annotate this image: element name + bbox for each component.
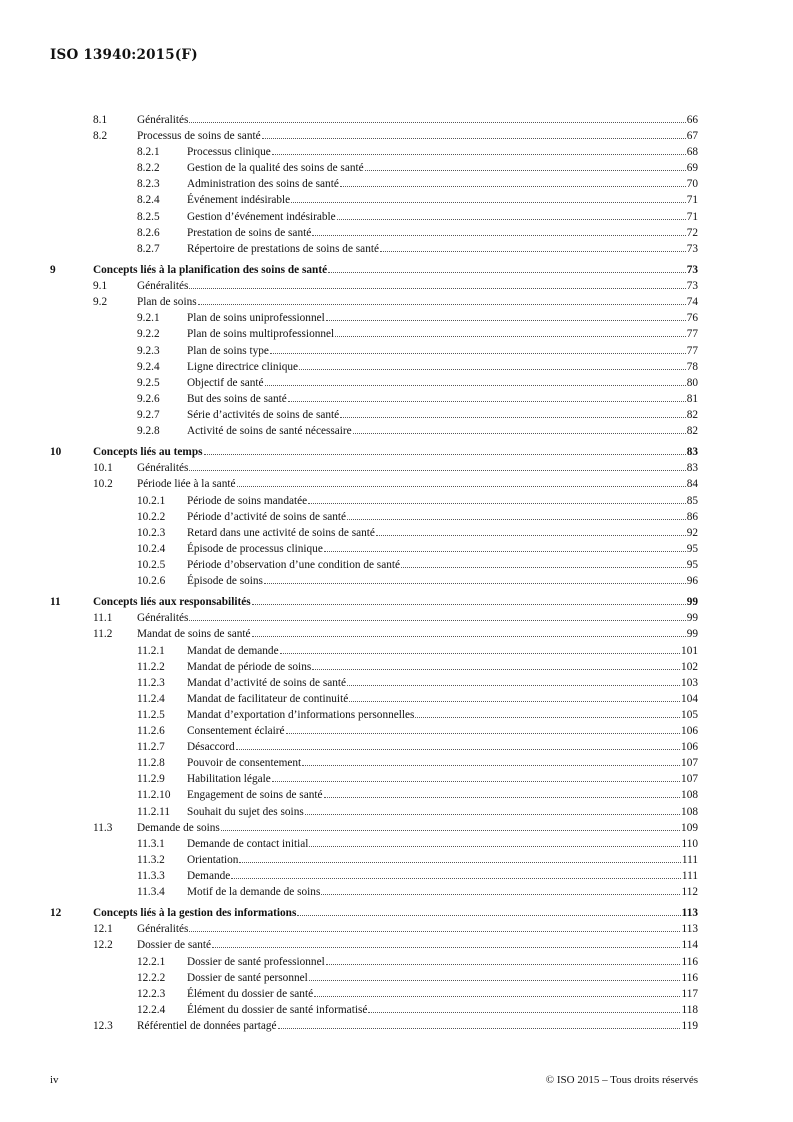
toc-entry[interactable] <box>50 343 698 359</box>
toc-entry[interactable] <box>50 573 698 589</box>
toc-dot-leader <box>280 652 680 654</box>
toc-entry-page: 99 <box>686 628 698 641</box>
toc-entry-page: 102 <box>681 660 698 673</box>
toc-entry-page: 86 <box>686 510 698 523</box>
toc-entry[interactable] <box>50 375 698 391</box>
toc-entry-number: 9 <box>50 264 56 277</box>
toc-entry-number: 12.2 <box>93 939 113 952</box>
toc-entry-title: Période de soins mandatée <box>187 494 308 507</box>
toc-dot-leader <box>376 534 686 536</box>
toc-dot-leader <box>337 218 686 220</box>
toc-entry[interactable] <box>50 986 698 1002</box>
toc-entry-number: 11.2.6 <box>137 725 165 738</box>
page-number: iv <box>50 1074 59 1086</box>
table-of-contents <box>50 112 698 1034</box>
toc-entry[interactable] <box>50 476 698 492</box>
toc-entry-number: 11.3.3 <box>137 869 165 882</box>
toc-entry-page: 69 <box>686 162 698 175</box>
toc-entry-page: 85 <box>686 494 698 507</box>
toc-dot-leader <box>340 185 686 187</box>
toc-entry-title: Mandat de soins de santé <box>137 628 251 641</box>
toc-entry[interactable] <box>50 594 698 610</box>
copyright-notice: © ISO 2015 – Tous droits réservés <box>545 1074 698 1086</box>
toc-entry[interactable] <box>50 675 698 691</box>
toc-entry-number: 11.3 <box>93 821 113 834</box>
toc-dot-leader <box>349 700 680 702</box>
toc-entry-page: 76 <box>686 312 698 325</box>
toc-dot-leader <box>326 319 686 321</box>
toc-entry-title: Généralités <box>137 114 189 126</box>
toc-entry-title: Mandat de demande <box>187 644 279 657</box>
toc-entry[interactable] <box>50 921 698 937</box>
toc-dot-leader <box>252 603 686 605</box>
toc-entry-title: Prestation de soins de santé <box>187 226 312 239</box>
toc-entry-title: Plan de soins type <box>187 344 269 357</box>
toc-dot-leader <box>189 121 685 123</box>
toc-entry-title: Série d’activités de soins de santé <box>187 408 340 421</box>
toc-entry[interactable] <box>50 937 698 953</box>
toc-entry-page: 95 <box>686 558 698 571</box>
toc-entry-title: Demande <box>187 869 231 882</box>
toc-entry-title: Période d’activité de soins de santé <box>187 510 347 523</box>
toc-entry[interactable] <box>50 509 698 525</box>
toc-entry[interactable] <box>50 820 698 836</box>
toc-entry-title: Objectif de santé <box>187 376 264 389</box>
toc-entry-title: Plan de soins multiprofessionnel <box>187 328 335 341</box>
toc-dot-leader <box>335 335 686 337</box>
toc-entry-title: Épisode de soins <box>187 575 263 587</box>
toc-entry[interactable] <box>50 643 698 659</box>
toc-entry-title: Processus clinique <box>187 146 271 159</box>
toc-entry[interactable] <box>50 739 698 755</box>
toc-entry[interactable] <box>50 160 698 176</box>
toc-entry-page: 92 <box>686 526 698 539</box>
toc-entry-page: 104 <box>681 692 698 705</box>
toc-entry-title: Gestion de la qualité des soins de santé <box>187 162 364 175</box>
toc-entry-page: 68 <box>686 146 698 159</box>
toc-entry-page: 77 <box>686 344 698 357</box>
toc-entry-number: 12.3 <box>93 1019 113 1032</box>
toc-dot-leader <box>252 635 686 637</box>
toc-entry-number: 9.1 <box>93 280 108 293</box>
toc-entry[interactable] <box>50 557 698 573</box>
toc-entry-number: 10.2.3 <box>137 526 166 539</box>
toc-dot-leader <box>265 384 686 386</box>
toc-entry[interactable] <box>50 326 698 342</box>
toc-entry-number: 11 <box>50 596 61 609</box>
toc-entry-title: Plan de soins uniprofessionnel <box>187 312 325 325</box>
toc-entry-number: 11.2.4 <box>137 692 165 705</box>
toc-entry-page: 118 <box>681 1003 698 1016</box>
toc-dot-leader <box>380 250 686 252</box>
toc-entry-number: 11.3.2 <box>137 853 165 866</box>
toc-dot-leader <box>189 930 680 932</box>
toc-entry-title: Souhait du sujet des soins <box>187 805 304 818</box>
toc-dot-leader <box>347 518 686 520</box>
toc-entry-title: Mandat d’exportation d’informations personnelles <box>187 708 415 721</box>
toc-entry[interactable] <box>50 970 698 986</box>
toc-entry[interactable] <box>50 1018 698 1034</box>
toc-entry[interactable] <box>50 525 698 541</box>
toc-dot-leader <box>198 303 686 305</box>
toc-entry-page: 95 <box>686 542 698 555</box>
toc-entry[interactable] <box>50 787 698 803</box>
toc-entry[interactable] <box>50 460 698 476</box>
toc-entry[interactable] <box>50 659 698 675</box>
toc-entry-number: 9.2.5 <box>137 376 160 389</box>
toc-dot-leader <box>288 400 686 402</box>
toc-entry[interactable] <box>50 541 698 557</box>
toc-entry[interactable] <box>50 905 698 921</box>
toc-entry-page: 78 <box>686 360 698 373</box>
toc-entry-number: 9.2.1 <box>137 312 160 325</box>
toc-dot-leader <box>204 453 686 455</box>
toc-entry-title: Période liée à la santé <box>137 478 236 491</box>
toc-entry-page: 83 <box>686 462 698 475</box>
toc-entry-page: 81 <box>686 392 698 405</box>
toc-entry-number: 10.2 <box>93 478 113 491</box>
toc-entry[interactable] <box>50 128 698 144</box>
toc-entry-page: 84 <box>686 478 698 491</box>
toc-entry-page: 107 <box>681 757 698 770</box>
toc-entry-page: 116 <box>681 955 698 968</box>
toc-entry-page: 109 <box>681 821 698 834</box>
toc-entry[interactable] <box>50 691 698 707</box>
toc-entry-number: 11.2.9 <box>137 773 165 786</box>
toc-dot-leader <box>189 469 685 471</box>
toc-entry-page: 119 <box>681 1019 698 1032</box>
toc-entry-page: 74 <box>686 296 698 309</box>
toc-entry[interactable] <box>50 407 698 423</box>
toc-entry[interactable] <box>50 493 698 509</box>
toc-entry-title: Mandat d’activité de soins de santé <box>187 676 347 689</box>
toc-entry-number: 11.3.4 <box>137 885 165 898</box>
toc-entry[interactable] <box>50 771 698 787</box>
toc-entry-page: 77 <box>686 328 698 341</box>
toc-entry-page: 71 <box>686 210 698 223</box>
toc-dot-leader <box>189 287 685 289</box>
toc-entry-number: 10.2.5 <box>137 558 166 571</box>
toc-entry-title: Généralités <box>137 280 189 293</box>
toc-entry-title: Concepts liés au temps <box>93 446 203 459</box>
toc-dot-leader <box>264 582 686 584</box>
toc-entry-title: Dossier de santé professionnel <box>187 955 325 968</box>
toc-entry-page: 96 <box>686 575 698 587</box>
toc-entry[interactable] <box>50 423 698 439</box>
toc-dot-leader <box>314 995 680 997</box>
toc-entry-number: 9.2.8 <box>137 424 160 437</box>
toc-entry-number: 8.2.4 <box>137 194 160 207</box>
toc-entry-page: 113 <box>681 923 698 936</box>
toc-entry-title: Dossier de santé <box>137 939 212 952</box>
toc-entry-page: 82 <box>686 408 698 421</box>
toc-dot-leader <box>321 893 680 895</box>
toc-entry-page: 111 <box>681 853 698 866</box>
toc-entry[interactable] <box>50 294 698 310</box>
toc-entry-title: Ligne directrice clinique <box>187 360 299 373</box>
toc-entry[interactable] <box>50 610 698 626</box>
toc-entry[interactable] <box>50 804 698 820</box>
toc-entry-number: 10.2.2 <box>137 510 166 523</box>
toc-entry-title: Dossier de santé personnel <box>187 971 308 984</box>
toc-entry-title: Consentement éclairé <box>187 725 285 738</box>
toc-entry-title: Mandat de facilitateur de continuité <box>187 692 349 705</box>
toc-entry-number: 8.1 <box>93 114 108 126</box>
toc-entry-page: 73 <box>686 242 698 255</box>
toc-entry[interactable] <box>50 852 698 868</box>
toc-entry-number: 10.2.4 <box>137 542 166 555</box>
toc-entry-title: Administration des soins de santé <box>187 178 339 191</box>
toc-entry[interactable] <box>50 278 698 294</box>
toc-dot-leader <box>309 845 680 847</box>
toc-entry-title: Engagement de soins de santé <box>187 789 323 802</box>
toc-dot-leader <box>305 813 680 815</box>
toc-entry-number: 8.2.6 <box>137 226 160 239</box>
toc-entry-number: 11.2.3 <box>137 676 165 689</box>
toc-entry-number: 9.2.6 <box>137 392 160 405</box>
toc-entry-page: 82 <box>686 424 698 437</box>
toc-entry-title: Événement indésirable <box>187 194 291 207</box>
toc-entry-number: 12.2.2 <box>137 971 166 984</box>
toc-entry[interactable] <box>50 310 698 326</box>
toc-entry-number: 9.2.4 <box>137 360 160 373</box>
toc-entry[interactable] <box>50 626 698 642</box>
toc-entry-page: 99 <box>686 596 698 609</box>
toc-entry-title: Référentiel de données partagé <box>137 1019 277 1032</box>
toc-entry-title: Mandat de période de soins <box>187 660 312 673</box>
toc-entry[interactable] <box>50 176 698 192</box>
toc-entry[interactable] <box>50 444 698 460</box>
toc-entry-page: 108 <box>681 805 698 818</box>
toc-dot-leader <box>270 352 686 354</box>
toc-entry[interactable] <box>50 209 698 225</box>
toc-entry-number: 10 <box>50 446 62 459</box>
toc-entry-title: Élément du dossier de santé <box>187 987 314 1000</box>
toc-dot-leader <box>324 550 686 552</box>
toc-entry-title: Activité de soins de santé nécessaire <box>187 424 352 437</box>
toc-entry[interactable] <box>50 1002 698 1018</box>
toc-entry-page: 72 <box>686 226 698 239</box>
toc-entry-title: But des soins de santé <box>187 392 287 405</box>
toc-entry-number: 9.2.7 <box>137 408 160 421</box>
toc-dot-leader <box>302 764 680 766</box>
toc-dot-leader <box>312 234 685 236</box>
toc-entry-number: 8.2.1 <box>137 146 160 159</box>
toc-entry-number: 8.2 <box>93 130 108 143</box>
toc-entry-number: 12.2.4 <box>137 1003 166 1016</box>
toc-dot-leader <box>212 946 680 948</box>
toc-dot-leader <box>237 485 686 487</box>
toc-entry-title: Concepts liés à la gestion des informations <box>93 907 297 920</box>
toc-entry[interactable] <box>50 954 698 970</box>
toc-entry-number: 8.2.7 <box>137 242 160 255</box>
toc-entry-title: Processus de soins de santé <box>137 130 261 143</box>
toc-dot-leader <box>299 368 686 370</box>
toc-dot-leader <box>286 732 680 734</box>
toc-entry-number: 8.2.5 <box>137 210 160 223</box>
toc-entry-title: Orientation <box>187 853 239 866</box>
toc-entry-number: 9.2.2 <box>137 328 160 341</box>
toc-dot-leader <box>368 1011 680 1013</box>
toc-dot-leader <box>401 566 686 568</box>
toc-entry-number: 11.1 <box>93 612 113 625</box>
toc-entry-page: 112 <box>681 885 698 898</box>
toc-entry-title: Épisode de processus clinique <box>187 542 323 555</box>
toc-entry[interactable] <box>50 192 698 208</box>
toc-entry-page: 107 <box>681 773 698 786</box>
toc-dot-leader <box>326 963 681 965</box>
toc-dot-leader <box>239 861 680 863</box>
toc-dot-leader <box>189 619 685 621</box>
toc-entry-page: 114 <box>681 939 698 952</box>
toc-entry-number: 11.2.2 <box>137 660 165 673</box>
toc-entry-title: Plan de soins <box>137 296 197 309</box>
toc-dot-leader <box>272 780 680 782</box>
toc-entry-page: 73 <box>686 264 698 277</box>
toc-dot-leader <box>297 914 680 916</box>
toc-entry-page: 113 <box>681 907 698 920</box>
toc-entry-page: 103 <box>681 676 698 689</box>
toc-dot-leader <box>309 979 681 981</box>
toc-entry-number: 12.1 <box>93 923 113 936</box>
toc-dot-leader <box>221 829 680 831</box>
toc-entry-number: 11.2.1 <box>137 644 165 657</box>
toc-entry-page: 70 <box>686 178 698 191</box>
toc-entry-page: 116 <box>681 971 698 984</box>
toc-entry-number: 12.2.3 <box>137 987 166 1000</box>
toc-entry-title: Concepts liés aux responsabilités <box>93 596 251 609</box>
toc-dot-leader <box>340 416 686 418</box>
toc-dot-leader <box>236 748 680 750</box>
document-code-header: ISO 13940:2015(F) <box>50 47 198 63</box>
toc-dot-leader <box>291 201 686 203</box>
toc-entry-title: Généralités <box>137 462 189 475</box>
toc-entry[interactable] <box>50 225 698 241</box>
toc-dot-leader <box>312 668 680 670</box>
toc-dot-leader <box>328 271 686 273</box>
toc-dot-leader <box>272 153 686 155</box>
toc-entry-page: 111 <box>681 869 698 882</box>
toc-entry-title: Retard dans une activité de soins de santé <box>187 526 375 539</box>
toc-entry-title: Généralités <box>137 923 189 936</box>
toc-entry-page: 99 <box>686 612 698 625</box>
toc-entry[interactable] <box>50 868 698 884</box>
toc-entry[interactable] <box>50 359 698 375</box>
toc-entry[interactable] <box>50 755 698 771</box>
toc-entry-page: 110 <box>681 837 698 850</box>
toc-dot-leader <box>347 684 680 686</box>
toc-entry-number: 9.2.3 <box>137 344 160 357</box>
toc-entry[interactable] <box>50 884 698 900</box>
toc-dot-leader <box>415 716 680 718</box>
toc-entry-title: Répertoire de prestations de soins de santé <box>187 242 379 255</box>
toc-entry-page: 67 <box>686 130 698 143</box>
toc-entry-number: 11.2.5 <box>137 708 165 721</box>
toc-entry-number: 10.1 <box>93 462 113 475</box>
toc-entry-title: Motif de la demande de soins <box>187 885 321 898</box>
toc-entry-number: 11.2.11 <box>137 805 171 818</box>
toc-dot-leader <box>365 169 686 171</box>
toc-entry-title: Période d’observation d’une condition de santé <box>187 558 401 571</box>
toc-entry-page: 106 <box>681 725 698 738</box>
toc-entry-number: 12.2.1 <box>137 955 166 968</box>
toc-entry[interactable] <box>50 144 698 160</box>
toc-entry-page: 105 <box>681 708 698 721</box>
toc-entry-number: 11.3.1 <box>137 837 165 850</box>
toc-entry-title: Concepts liés à la planification des soins de santé <box>93 264 328 277</box>
toc-entry-page: 71 <box>686 194 698 207</box>
toc-dot-leader <box>353 432 686 434</box>
toc-entry-number: 10.2.1 <box>137 494 166 507</box>
toc-entry-page: 108 <box>681 789 698 802</box>
toc-dot-leader <box>308 502 686 504</box>
toc-dot-leader <box>231 877 681 879</box>
toc-entry[interactable] <box>50 391 698 407</box>
toc-entry-page: 117 <box>681 987 698 1000</box>
toc-dot-leader <box>324 796 681 798</box>
toc-entry-title: Élément du dossier de santé informatisé <box>187 1003 368 1016</box>
toc-entry-title: Demande de contact initial <box>187 837 309 850</box>
toc-entry[interactable] <box>50 262 698 278</box>
toc-entry-page: 73 <box>686 280 698 293</box>
toc-entry-number: 8.2.3 <box>137 178 160 191</box>
toc-entry-number: 12 <box>50 907 62 920</box>
toc-entry-number: 11.2 <box>93 628 113 641</box>
toc-entry-number: 11.2.7 <box>137 741 165 754</box>
toc-entry[interactable] <box>50 723 698 739</box>
toc-entry-title: Généralités <box>137 612 189 625</box>
toc-entry-page: 80 <box>686 376 698 389</box>
toc-entry-page: 66 <box>686 114 698 126</box>
toc-entry[interactable] <box>50 836 698 852</box>
toc-entry-page: 101 <box>681 644 698 657</box>
toc-entry-page: 83 <box>686 446 698 459</box>
toc-entry[interactable] <box>50 241 698 257</box>
toc-entry-title: Habilitation légale <box>187 773 271 786</box>
toc-entry-number: 11.2.10 <box>137 789 171 802</box>
toc-entry[interactable] <box>50 707 698 723</box>
toc-entry-number: 8.2.2 <box>137 162 160 175</box>
toc-entry-title: Gestion d’événement indésirable <box>187 210 336 223</box>
toc-dot-leader <box>278 1027 681 1029</box>
toc-entry-number: 9.2 <box>93 296 108 309</box>
toc-entry-number: 10.2.6 <box>137 575 166 587</box>
toc-entry-title: Demande de soins <box>137 821 220 834</box>
toc-entry-number: 11.2.8 <box>137 757 165 770</box>
toc-dot-leader <box>262 137 686 139</box>
toc-entry-page: 106 <box>681 741 698 754</box>
toc-entry-title: Désaccord <box>187 741 235 754</box>
toc-entry[interactable] <box>50 112 698 128</box>
toc-entry-title: Pouvoir de consentement <box>187 757 302 770</box>
